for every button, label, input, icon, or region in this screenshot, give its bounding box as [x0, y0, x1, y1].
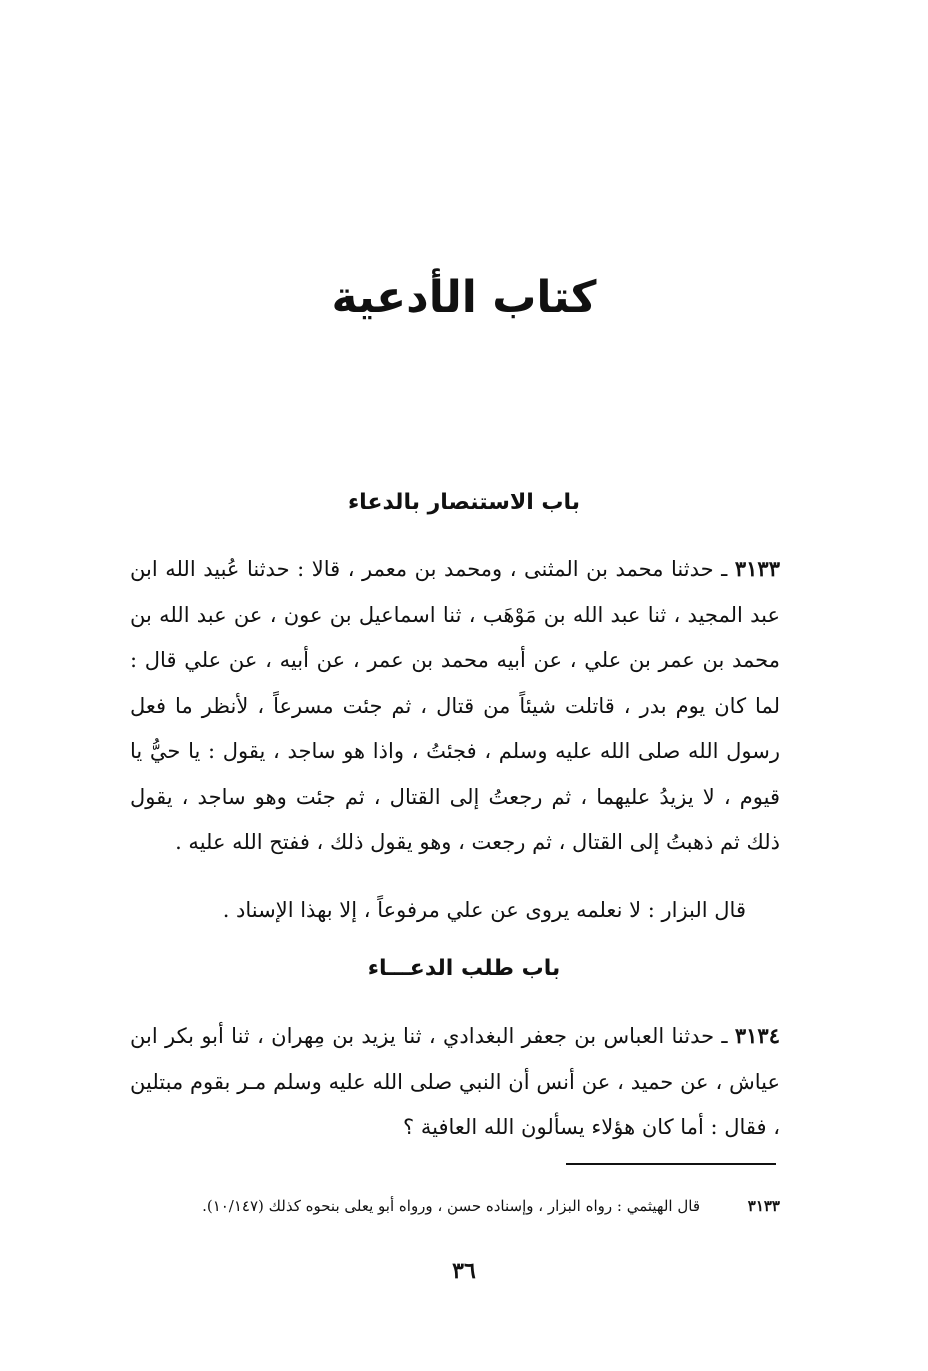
page-number: ٣٦	[452, 1258, 476, 1284]
chapter-heading-2: باب طلب الدعـــاء	[367, 956, 561, 981]
hadith-paragraph	[130, 546, 780, 866]
footnote-number: ٣١٣٣	[747, 1197, 780, 1215]
bazzar-comment	[96, 888, 746, 934]
chapter-heading-1: باب الاستنصار بالدعاء	[347, 490, 581, 515]
hadith-number: ٣١٣٣	[734, 556, 780, 581]
footnote-divider	[566, 1163, 776, 1165]
hadith-number: ٣١٣٤	[734, 1023, 780, 1048]
comment-text: قال البزار : لا نعلمه يروى عن علي مرفوعاً ، إلا بهذا الإسناد .	[222, 898, 746, 922]
hadith-3133	[130, 546, 780, 866]
hadith-text: ـ حدثنا العباس بن جعفر البغدادي ، ثنا يزيد بن مِهران ، ثنا أبو بكر ابن عياش ، عن حميد ، عن أنس أن النبي صلى الله عليه وسلم مـر بقوم مبتلين ، فقال : أما كان هؤلاء يسألون الله العافية ؟	[130, 1024, 780, 1139]
footnote	[130, 1194, 780, 1218]
book-title: كتاب الأدعية	[331, 272, 597, 323]
hadith-text: ـ حدثنا محمد بن المثنى ، ومحمد بن معمر ، قالا : حدثنا عُبيد الله ابن عبد المجيد ، ثنا عبد الله بن مَوْهَب ، ثنا اسماعيل بن عون ، عن عبد الله بن محمد بن عمر بن علي ، عن أبيه محمد بن عمر ، عن أبيه ، عن علي قال : لما كان يوم بدر ، قاتلت شيئاً من قتال ، ثم جئت مسرعاً ، لأنظر ما فعل رسول الله صلى الله عليه وسلم ، فجئتُ ، واذا هو ساجد ، يقول : يا حيُّ يا قيوم ، لا يزيدُ عليهما ، ثم رجعتُ إلى القتال ، ثم جئت وهو ساجد ، يقول ذلك ثم ذهبتُ إلى القتال ، ثم رجعت ، وهو يقول ذلك ، ففتح الله عليه .	[130, 557, 780, 854]
footnote-text: قال الهيثمي : رواه البزار ، وإسناده حسن ، ورواه أبو يعلى بنحوه كذلك (١٠/١٤٧).	[202, 1197, 700, 1215]
hadith-paragraph	[130, 1013, 780, 1151]
hadith-3134	[130, 1013, 780, 1151]
